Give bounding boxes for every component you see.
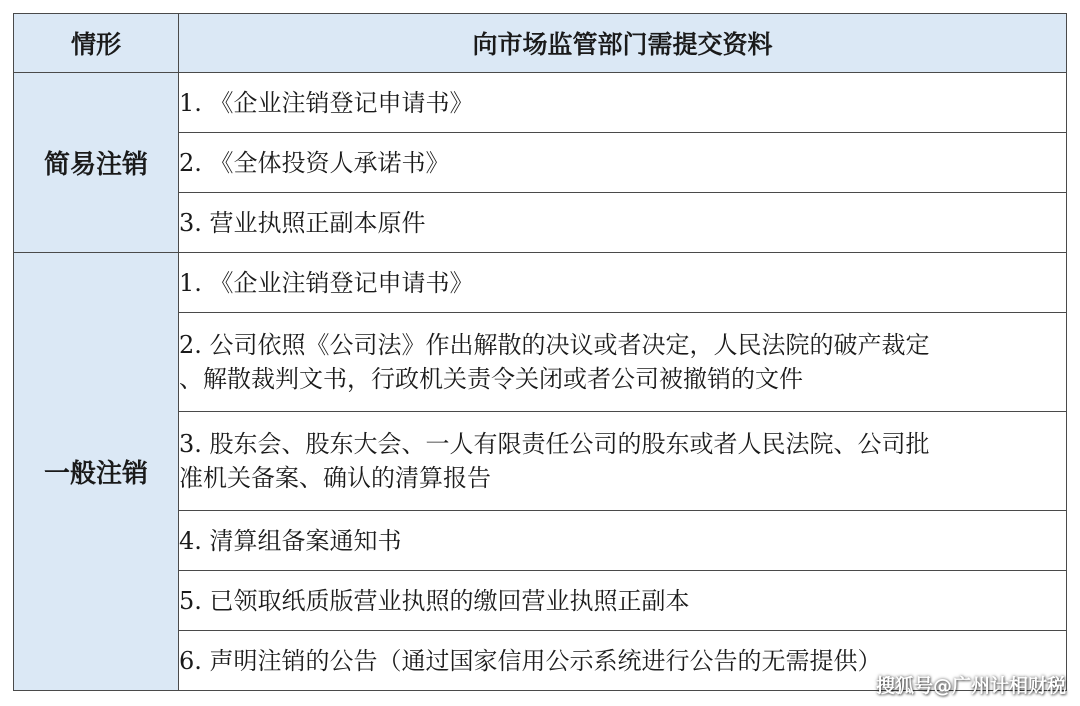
list-item (179, 412, 1067, 511)
item-line: 2. 公司依照《公司法》作出解散的决议或者决定，人民法院的破产裁定 (179, 331, 930, 359)
list-item: 1. 《企业注销登记申请书》 (179, 73, 1067, 133)
watermark: 搜狐号@广州计相财税 (875, 675, 1066, 697)
list-item: 4. 清算组备案通知书 (179, 511, 1067, 571)
table-row (14, 73, 1067, 133)
list-item: 5. 已领取纸质版营业执照的缴回营业执照正副本 (179, 571, 1067, 631)
requirements-table (13, 13, 1067, 691)
list-item: 6. 声明注销的公告（通过国家信用公示系统进行公告的无需提供） (179, 631, 1067, 691)
category-simple-deregistration: 简易注销 (14, 73, 179, 253)
item-line: 准机关备案、确认的清算报告 (179, 464, 491, 492)
list-item: 3. 营业执照正副本原件 (179, 193, 1067, 253)
list-item (179, 313, 1067, 412)
header-materials: 向市场监管部门需提交资料 (179, 14, 1067, 73)
header-row (14, 14, 1067, 73)
item-line: 3. 股东会、股东大会、一人有限责任公司的股东或者人民法院、公司批 (179, 430, 930, 458)
category-general-deregistration: 一般注销 (14, 253, 179, 691)
table-row (14, 253, 1067, 313)
list-item: 1. 《企业注销登记申请书》 (179, 253, 1067, 313)
header-situation: 情形 (14, 14, 179, 73)
item-line: 、解散裁判文书，行政机关责令关闭或者公司被撤销的文件 (179, 365, 803, 393)
list-item: 2. 《全体投资人承诺书》 (179, 133, 1067, 193)
